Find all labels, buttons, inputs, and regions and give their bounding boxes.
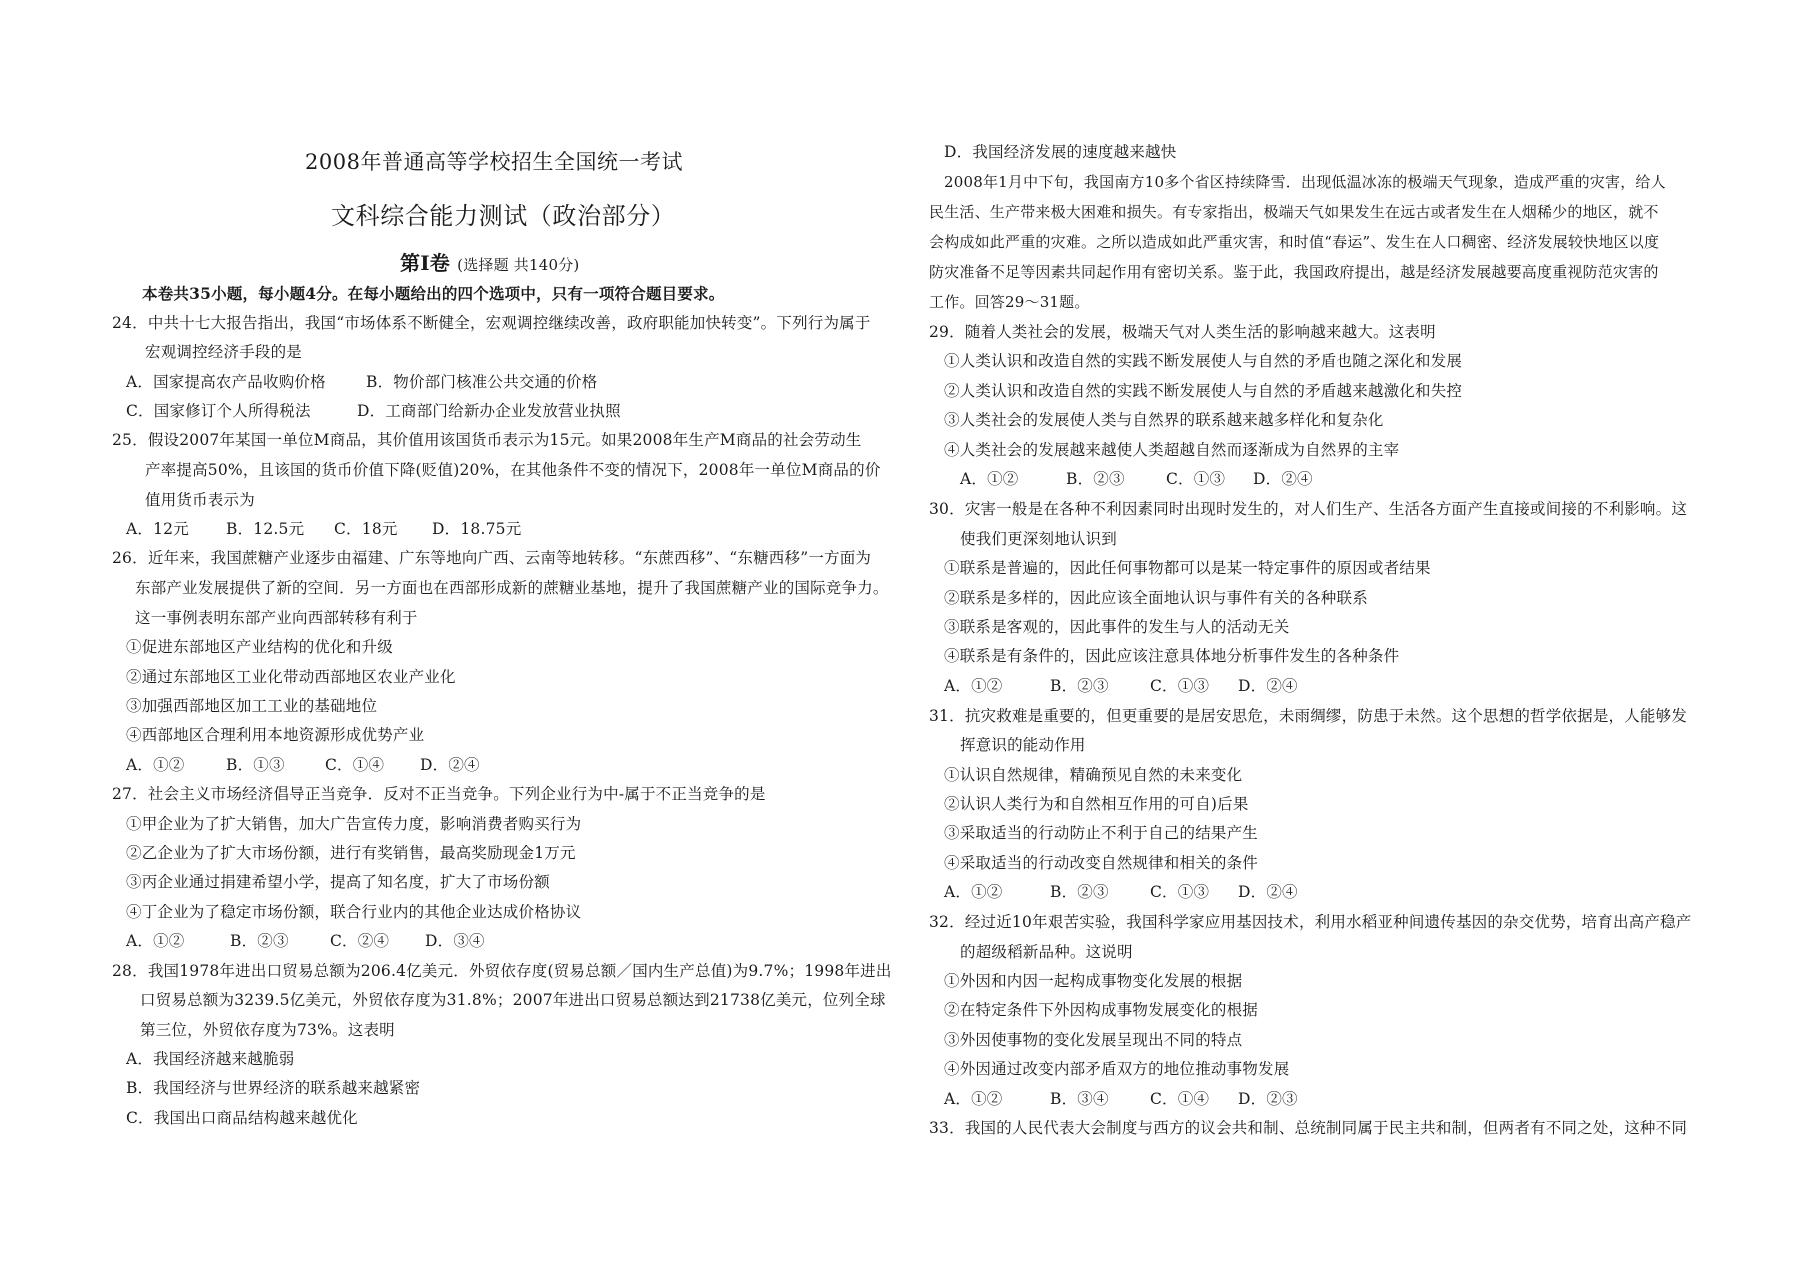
q30-option-c: C．①③ [1150,677,1210,695]
q27-item-4: ④丁企业为了稳定市场份额，联合行业内的其他企业达成价格协议 [126,903,582,921]
q31-option-b: B．②③ [1050,883,1109,901]
q31-option-d: D．②④ [1238,883,1298,901]
q27-option-b: B．②③ [230,932,289,950]
q27-option-a: A．①② [126,932,185,950]
q30-item-4: ④联系是有条件的，因此应该注意具体地分析事件发生的各种条件 [944,647,1400,665]
q24-option-b: B．物价部门核准公共交通的价格 [366,373,598,391]
q32-option-c: C．①④ [1150,1090,1210,1108]
q29-item-1: ①人类认识和改造自然的实践不断发展使人与自然的矛盾也随之深化和发展 [944,352,1463,370]
q32-option-d: D．②③ [1238,1090,1298,1108]
q25-option-b: B．12.5元 [226,520,305,538]
q26-item-1: ①促进东部地区产业结构的优化和升级 [126,638,393,656]
q27-option-c: C．②④ [330,932,390,950]
q25-option-d: D．18.75元 [432,520,522,538]
q29-option-d: D．②④ [1253,470,1313,488]
q30-item-3: ③联系是客观的，因此事件的发生与人的活动无关 [944,618,1290,636]
q32-item-2: ②在特定条件下外因构成事物发展变化的根据 [944,1001,1259,1019]
q26-item-2: ②通过东部地区工业化带动西部地区农业产业化 [126,668,456,686]
instructions: 本卷共35小题，每小题4分。在每小题给出的四个选项中，只有一项符合题目要求。 [142,284,725,303]
q32-item-4: ④外因通过改变内部矛盾双方的地位推动事物发展 [944,1060,1290,1078]
q28-stem-line1: 28．我国1978年进出口贸易总额为206.4亿美元．外贸依存度(贸易总额／国内生产总值)为9.7%；1998年进出 [112,962,892,980]
q24-option-d: D．工商部门给新办企业发放营业执照 [357,402,621,420]
q29-item-3: ③人类社会的发展使人类与自然界的联系越来越多样化和复杂化 [944,411,1384,429]
q31-item-4: ④采取适当的行动改变自然规律和相关的条件 [944,854,1259,872]
q24-stem-line1: 24．中共十七大报告指出，我国“市场体系不断健全，宏观调控继续改善，政府职能加快转变”。下列行为属于 [112,314,871,332]
q26-option-d: D．②④ [420,756,480,774]
section-label: 第Ⅰ卷 [400,251,450,275]
q26-stem-line2: 东部产业发展提供了新的空间．另一方面也在西部形成新的蔗糖业基地，提升了我国蔗糖产业的国际竞争力。 [135,579,889,597]
q29-item-2: ②人类认识和改造自然的实践不断发展使人与自然的矛盾越来越激化和失控 [944,382,1463,400]
q26-option-c: C．①④ [325,756,385,774]
q26-item-3: ③加强西部地区加工工业的基础地位 [126,697,378,715]
q26-option-a: A．①② [126,756,185,774]
q27-option-d: D．③④ [425,932,485,950]
q28-stem-line2: 口贸易总额为3239.5亿美元，外贸依存度为31.8%；2007年进出口贸易总额达到21738亿美元，位列全球 [140,991,886,1009]
q25-stem-line3: 值用货币表示为 [145,491,255,509]
q30-item-1: ①联系是普遍的，因此任何事物都可以是某一特定事件的原因或者结果 [944,559,1431,577]
q25-option-c: C．18元 [334,520,398,538]
q25-stem-line1: 25．假设2007年某国一单位M商品，其价值用该国货币表示为15元。如果2008年生产M商品的社会劳动生 [112,431,862,449]
q24-option-a: A．国家提高农产品收购价格 [126,373,326,391]
q31-stem-line2: 挥意识的能动作用 [960,736,1086,754]
q32-stem-line2: 的超级稻新品种。这说明 [960,943,1133,961]
passage-line2: 民生活、生产带来极大困难和损失。有专家指出，极端天气如果发生在远古或者发生在人烟稀少的地区，就不 [929,203,1659,221]
q31-item-3: ③采取适当的行动防止不利于自己的结果产生 [944,824,1259,842]
q29-option-a: A．①② [960,470,1019,488]
q31-item-1: ①认识自然规律，精确预见自然的未来变化 [944,766,1243,784]
q29-option-c: C．①③ [1166,470,1226,488]
q25-stem-line2: 产率提高50%，且该国的货币价值下降(贬值)20%，在其他条件不变的情况下，2008年一单位M商品的价 [145,461,881,479]
q29-option-b: B．②③ [1066,470,1125,488]
passage-line4: 防灾准备不足等因素共同起作用有密切关系。鉴于此，我国政府提出，越是经济发展越要高度重视防范灾害的 [929,263,1659,281]
q27-item-3: ③丙企业通过捐建希望小学，提高了知名度，扩大了市场份额 [126,873,550,891]
q28-option-b: B．我国经济与世界经济的联系越来越紧密 [126,1079,421,1097]
q24-option-c: C．国家修订个人所得税法 [126,402,311,420]
q28-option-a: A．我国经济越来越脆弱 [126,1050,295,1068]
q30-option-b: B．②③ [1050,677,1109,695]
passage-line3: 会构成如此严重的灾难。之所以造成如此严重灾害，和时值“春运”、发生在人口稠密、经济发展较快地区以度 [929,233,1660,251]
q26-option-b: B．①③ [226,756,285,774]
q32-stem-line1: 32．经过近10年艰苦实验，我国科学家应用基因技术，利用水稻亚种间遗传基因的杂交优势，培育出高产稳产 [929,913,1692,931]
q28-option-c: C．我国出口商品结构越来越优化 [126,1109,358,1127]
passage-line5: 工作。回答29～31题。 [929,293,1090,311]
q32-option-a: A．①② [944,1090,1003,1108]
q31-option-a: A．①② [944,883,1003,901]
q26-stem-line3: 这一事例表明东部产业向西部转移有利于 [135,609,418,627]
q27-item-1: ①甲企业为了扩大销售，加大广告宣传力度，影响消费者购买行为 [126,815,582,833]
q32-item-3: ③外因使事物的变化发展呈现出不同的特点 [944,1031,1243,1049]
q26-stem-line1: 26．近年来，我国蔗糖产业逐步由福建、广东等地向广西、云南等地转移。“东蔗西移”、“东糖西移”一方面为 [112,549,872,567]
q30-stem-line1: 30．灾害一般是在各种不利因素同时出现时发生的，对人们生产、生活各方面产生直接或间接的不利影响。这 [929,500,1688,518]
q26-item-4: ④西部地区合理利用本地资源形成优势产业 [126,726,425,744]
q31-item-2: ②认识人类行为和自然相互作用的可自)后果 [944,795,1249,813]
q27-stem-line1: 27．社会主义市场经济倡导正当竞争．反对不正当竞争。下列企业行为中-属于不正当竞争的是 [112,785,766,803]
q31-option-c: C．①③ [1150,883,1210,901]
q32-item-1: ①外因和内因一起构成事物变化发展的根据 [944,972,1243,990]
q32-option-b: B．③④ [1050,1090,1109,1108]
q31-stem-line1: 31．抗灾救难是重要的，但更重要的是居安思危，未雨绸缪，防患于未然。这个思想的哲学依据是，人能够发 [929,707,1688,725]
section-note: (选择题 共140分) [457,256,580,274]
q30-stem-line2: 使我们更深刻地认识到 [960,530,1118,548]
q28-option-d: D．我国经济发展的速度越来越快 [944,143,1177,161]
q30-option-a: A．①② [944,677,1003,695]
q25-option-a: A．12元 [126,520,189,538]
q30-item-2: ②联系是多样的，因此应该全面地认识与事件有关的各种联系 [944,589,1368,607]
q30-option-d: D．②④ [1238,677,1298,695]
exam-title: 2008年普通高等学校招生全国统一考试 [305,150,683,174]
q28-stem-line3: 第三位，外贸依存度为73%。这表明 [140,1021,395,1039]
q29-item-4: ④人类社会的发展越来越使人类超越自然而逐渐成为自然界的主宰 [944,441,1400,459]
exam-subtitle: 文科综合能力测试（政治部分） [331,202,676,230]
q27-item-2: ②乙企业为了扩大市场份额，进行有奖销售，最高奖励现金1万元 [126,844,576,862]
section-heading [400,253,579,275]
q33-stem-line1: 33．我国的人民代表大会制度与西方的议会共和制、总统制同属于民主共和制，但两者有不同之处，这种不同 [929,1119,1688,1137]
q24-stem-line2: 宏观调控经济手段的是 [145,343,303,361]
q29-stem-line1: 29．随着人类社会的发展，极端天气对人类生活的影响越来越大。这表明 [929,323,1436,341]
passage-line1: 2008年1月中下旬，我国南方10多个省区持续降雪．出现低温冰冻的极端天气现象，造成严重的灾害，给人 [944,173,1666,191]
